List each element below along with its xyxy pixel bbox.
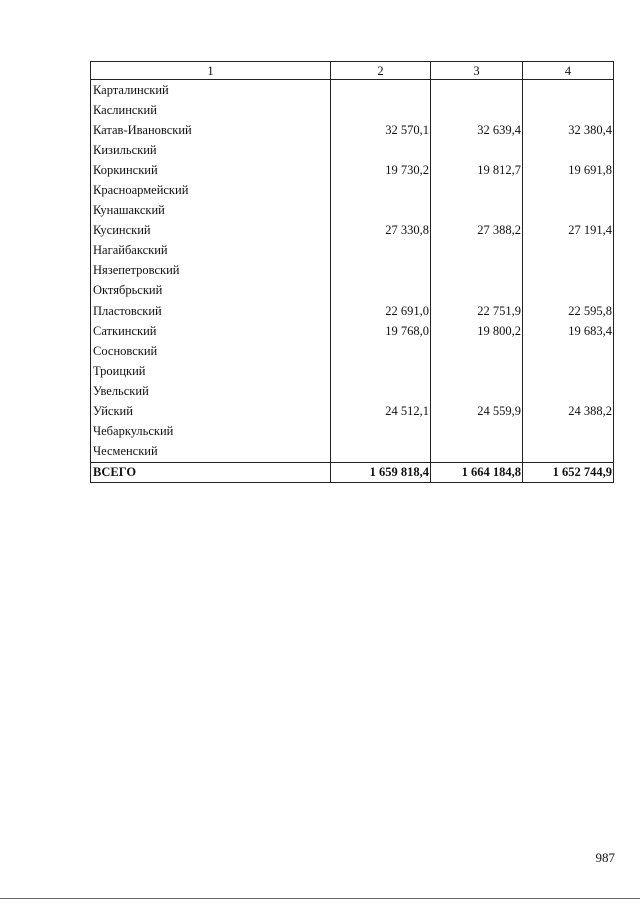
district-name: Карталинский — [91, 80, 331, 101]
value-cell — [523, 100, 614, 120]
value-cell: 32 570,1 — [331, 120, 431, 140]
value-cell — [331, 241, 431, 261]
value-cell — [523, 281, 614, 301]
column-header: 3 — [431, 62, 523, 80]
value-cell — [331, 341, 431, 361]
table-row — [91, 442, 614, 463]
value-cell: 27 191,4 — [523, 221, 614, 241]
district-name: Чесменский — [91, 442, 331, 463]
value-cell — [331, 100, 431, 120]
total-value: 1 659 818,4 — [331, 462, 431, 482]
value-cell — [331, 180, 431, 200]
value-cell: 22 751,9 — [431, 301, 523, 321]
value-cell: 27 330,8 — [331, 221, 431, 241]
page-bottom-rule — [0, 898, 640, 899]
value-cell — [523, 201, 614, 221]
value-cell: 19 768,0 — [331, 321, 431, 341]
value-cell: 32 639,4 — [431, 120, 523, 140]
value-cell — [331, 281, 431, 301]
total-value: 1 652 744,9 — [523, 462, 614, 482]
value-cell — [431, 341, 523, 361]
value-cell — [523, 361, 614, 381]
district-name: Нязепетровский — [91, 261, 331, 281]
total-value: 1 664 184,8 — [431, 462, 523, 482]
district-name: Коркинский — [91, 160, 331, 180]
value-cell: 19 683,4 — [523, 321, 614, 341]
table-row — [91, 281, 614, 301]
column-header: 1 — [91, 62, 331, 80]
total-row — [91, 462, 614, 482]
value-cell — [431, 422, 523, 442]
value-cell: 24 559,9 — [431, 402, 523, 422]
value-cell: 27 388,2 — [431, 221, 523, 241]
district-name: Кунашакский — [91, 201, 331, 221]
value-cell — [523, 341, 614, 361]
value-cell: 32 380,4 — [523, 120, 614, 140]
district-name: Нагайбакский — [91, 241, 331, 261]
value-cell: 19 812,7 — [431, 160, 523, 180]
value-cell: 24 388,2 — [523, 402, 614, 422]
page-number: 987 — [595, 850, 615, 865]
value-cell: 19 800,2 — [431, 321, 523, 341]
column-header: 4 — [523, 62, 614, 80]
value-cell — [431, 140, 523, 160]
value-cell — [431, 361, 523, 381]
value-cell — [523, 241, 614, 261]
district-name: Кизильский — [91, 140, 331, 160]
table-row — [91, 80, 614, 101]
value-cell — [523, 140, 614, 160]
table-row — [91, 140, 614, 160]
value-cell — [523, 180, 614, 200]
value-cell — [331, 140, 431, 160]
value-cell — [331, 201, 431, 221]
table-row — [91, 381, 614, 401]
value-cell — [331, 442, 431, 463]
district-name: Чебаркульский — [91, 422, 331, 442]
value-cell — [431, 261, 523, 281]
district-name: Катав-Ивановский — [91, 120, 331, 140]
table-row — [91, 361, 614, 381]
table-row — [91, 221, 614, 241]
value-cell — [431, 281, 523, 301]
value-cell — [431, 180, 523, 200]
total-label: ВСЕГО — [91, 462, 331, 482]
value-cell — [523, 80, 614, 101]
table-row — [91, 241, 614, 261]
value-cell — [523, 261, 614, 281]
table-row — [91, 261, 614, 281]
value-cell — [523, 381, 614, 401]
value-cell: 24 512,1 — [331, 402, 431, 422]
table-row — [91, 201, 614, 221]
value-cell — [431, 201, 523, 221]
value-cell — [523, 442, 614, 463]
table-row — [91, 180, 614, 200]
district-name: Октябрьский — [91, 281, 331, 301]
value-cell — [331, 261, 431, 281]
value-cell: 19 730,2 — [331, 160, 431, 180]
district-name: Троицкий — [91, 361, 331, 381]
table-row — [91, 120, 614, 140]
table-row — [91, 100, 614, 120]
table-header-row — [91, 62, 614, 80]
value-cell — [431, 442, 523, 463]
table-row — [91, 402, 614, 422]
district-name: Красноармейский — [91, 180, 331, 200]
value-cell — [331, 361, 431, 381]
value-cell: 22 691,0 — [331, 301, 431, 321]
district-name: Сосновский — [91, 341, 331, 361]
value-cell — [431, 100, 523, 120]
table-row — [91, 321, 614, 341]
district-name: Уйский — [91, 402, 331, 422]
value-cell — [331, 80, 431, 101]
district-name: Кусинский — [91, 221, 331, 241]
table-row — [91, 160, 614, 180]
district-name: Увельский — [91, 381, 331, 401]
value-cell — [431, 381, 523, 401]
district-name: Саткинский — [91, 321, 331, 341]
value-cell: 22 595,8 — [523, 301, 614, 321]
table-row — [91, 301, 614, 321]
district-name: Каслинский — [91, 100, 331, 120]
district-name: Пластовский — [91, 301, 331, 321]
value-cell: 19 691,8 — [523, 160, 614, 180]
table-row — [91, 341, 614, 361]
value-cell — [331, 381, 431, 401]
value-cell — [523, 422, 614, 442]
column-header: 2 — [331, 62, 431, 80]
table-row — [91, 422, 614, 442]
budget-table — [90, 61, 614, 483]
value-cell — [431, 241, 523, 261]
value-cell — [331, 422, 431, 442]
value-cell — [431, 80, 523, 101]
